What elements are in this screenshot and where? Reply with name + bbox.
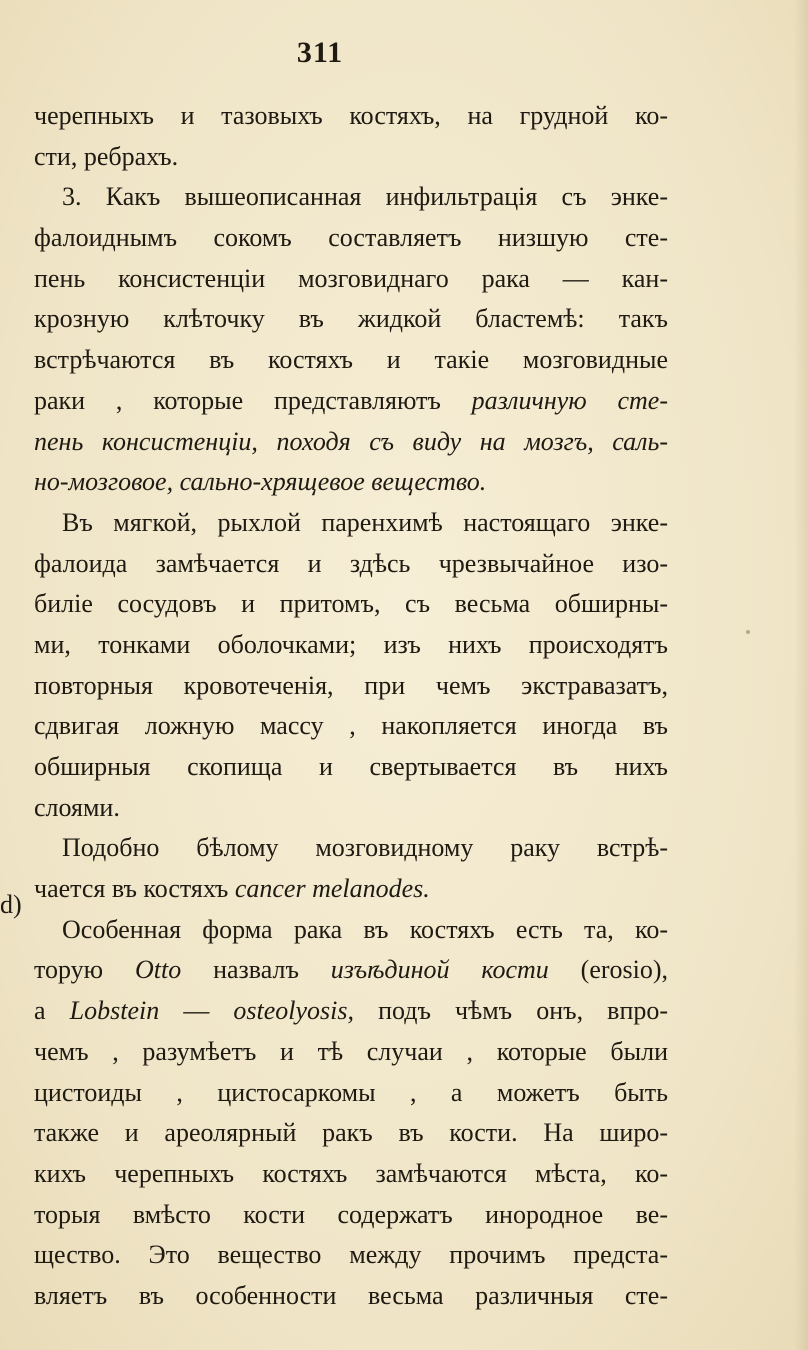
body-text — [34, 96, 668, 1317]
text-line: фалоиднымъ сокомъ составляетъ низшую сте- — [34, 223, 668, 253]
text-line: встрѣчаются въ костяхъ и такіе мозговидные — [34, 345, 668, 375]
text-line: чается въ костяхъ cancer melanodes. — [34, 874, 430, 904]
text-line: Особенная форма рака въ костяхъ есть та, ко- — [62, 914, 668, 944]
text-line: обширныя скопища и свертывается въ нихъ — [34, 752, 668, 781]
text-line: биліе сосудовъ и притомъ, съ весьма обширны- — [34, 589, 668, 619]
margin-mark: d) — [0, 890, 22, 919]
text-line: торую Otto назвалъ изъѣдиной кости (erosio), — [34, 955, 669, 985]
page-edge-shadow — [794, 0, 808, 1350]
text-line: цистоиды , цистосаркомы , а можетъ быть — [34, 1077, 668, 1107]
text-line: торыя вмѣсто кости содержатъ инородное ве- — [34, 1199, 668, 1229]
text-line: пень консистенціи мозговиднаго рака — кан- — [34, 263, 668, 293]
text-line: фалоида замѣчается и здѣсь чрезвычайное изо- — [34, 548, 668, 578]
text-line: щество. Это вещество между прочимъ предста- — [34, 1240, 668, 1270]
page-number: 311 — [296, 36, 344, 69]
text-line: сдвигая ложную массу , накопляется иногда въ — [34, 711, 668, 741]
text-line: Въ мягкой, рыхлой паренхимѣ настоящаго энке- — [62, 507, 668, 537]
text-line: раки , которые представляютъ различную сте- — [34, 385, 668, 415]
text-line: 3. Какъ вышеописанная инфильтрація съ энке- — [62, 182, 668, 212]
paper-speck — [746, 630, 750, 634]
text-line: повторныя кровотеченія, при чемъ экстравазатъ, — [34, 670, 668, 700]
text-line: вляетъ въ особенности весьма различныя сте- — [34, 1280, 668, 1310]
text-line: также и ареолярный ракъ въ кости. На широ- — [34, 1118, 668, 1148]
text-line: черепныхъ и тазовыхъ костяхъ, на грудной ко- — [34, 101, 668, 130]
text-line: Подобно бѣлому мозговидному раку встрѣ- — [62, 833, 668, 863]
text-line: кихъ черепныхъ костяхъ замѣчаются мѣста, ко- — [34, 1158, 668, 1188]
text-line: а Lobstein — osteolyosis, подъ чѣмъ онъ, впро- — [34, 996, 669, 1026]
text-line: чемъ , разумѣетъ и тѣ случаи , которые были — [34, 1036, 668, 1066]
text-line: но-мозговое, сально-хрящевое вещество. — [34, 467, 487, 497]
text-line: ми, тонками оболочками; изъ нихъ происходятъ — [34, 629, 668, 659]
text-line: слоями. — [34, 792, 120, 822]
text-line: сти, ребрахъ. — [34, 141, 179, 171]
text-line: пень консистенціи, походя съ виду на мозгъ, саль- — [34, 426, 668, 456]
text-line: крозную клѣточку въ жидкой бластемѣ: такъ — [34, 304, 668, 334]
